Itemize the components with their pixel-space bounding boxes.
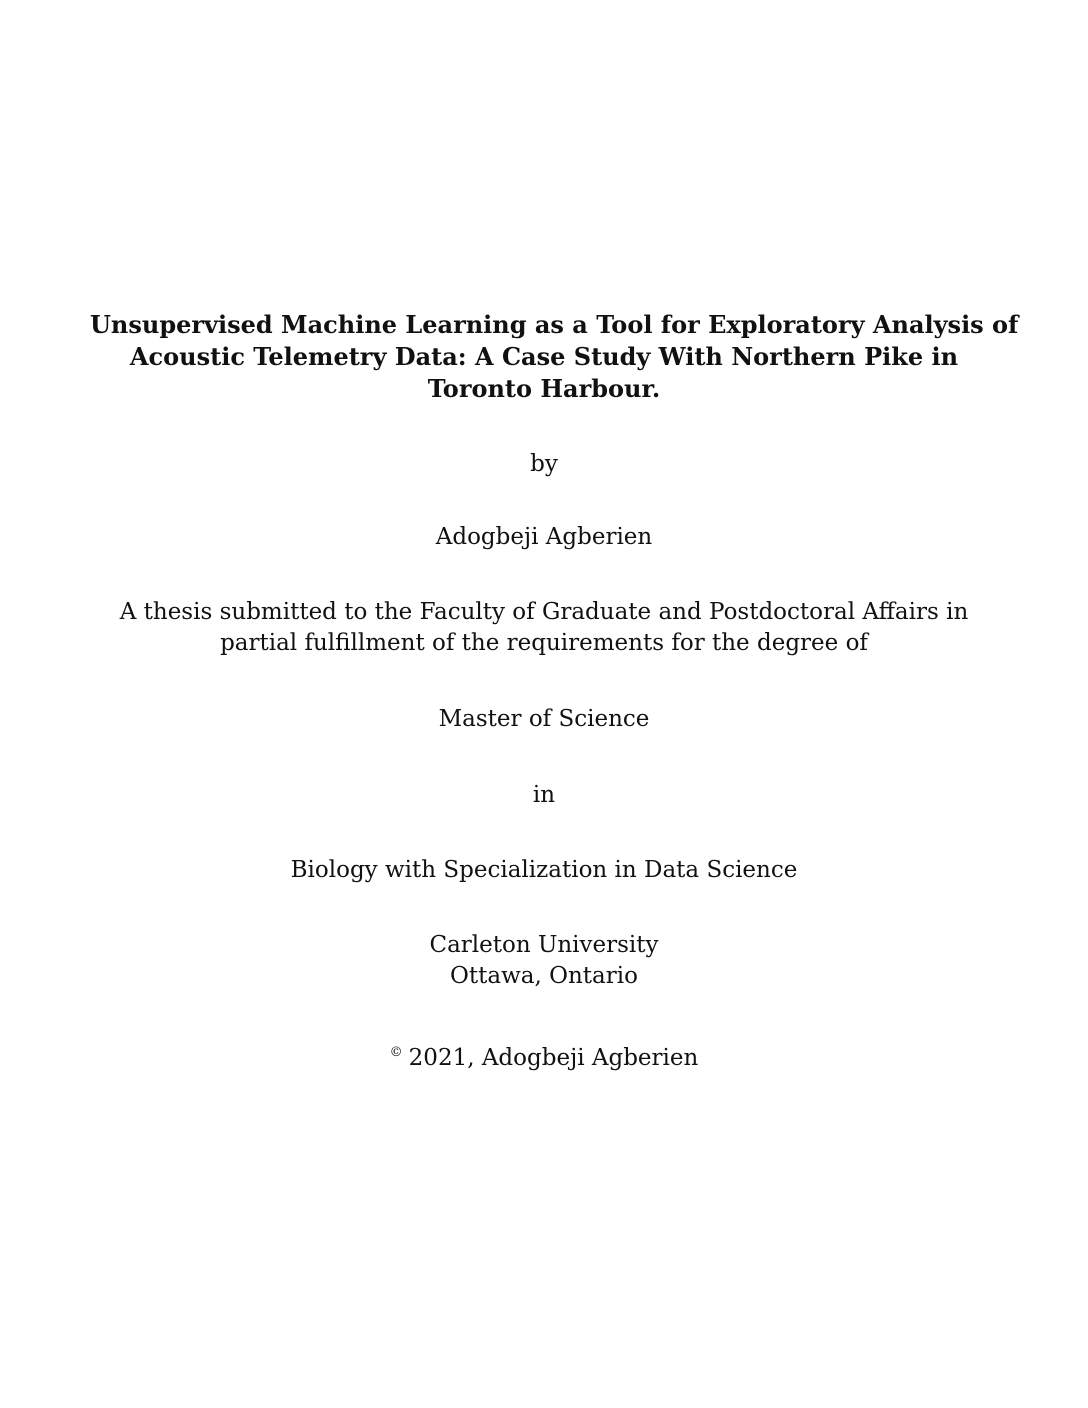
thesis-title bbox=[90, 309, 1019, 405]
thesis-title-line-3: Toronto Harbour. bbox=[427, 374, 661, 403]
by-label: by bbox=[530, 451, 558, 477]
university-location bbox=[60, 930, 1028, 992]
submission-statement bbox=[60, 597, 1028, 659]
submission-statement-line-2: partial fulfillment of the requirements for the degree of bbox=[220, 630, 868, 656]
copyright-notice bbox=[60, 1037, 1028, 1074]
author-name: Adogbeji Agberien bbox=[435, 524, 653, 550]
field-of-study: Biology with Specialization in Data Science bbox=[290, 857, 798, 883]
in-label: in bbox=[532, 782, 556, 808]
copyright-icon: © bbox=[389, 1045, 403, 1060]
submission-statement-line-1: A thesis submitted to the Faculty of Graduate and Postdoctoral Affairs in bbox=[119, 599, 969, 625]
university-name: Carleton University bbox=[429, 932, 659, 958]
thesis-title-line-1: Unsupervised Machine Learning as a Tool for Exploratory Analysis of bbox=[90, 310, 1019, 339]
thesis-title-line-2: Acoustic Telemetry Data: A Case Study With Northern Pike in bbox=[129, 342, 959, 371]
university-city: Ottawa, Ontario bbox=[450, 963, 638, 989]
degree-name: Master of Science bbox=[438, 706, 650, 732]
copyright-text: 2021, Adogbeji Agberien bbox=[408, 1045, 699, 1071]
